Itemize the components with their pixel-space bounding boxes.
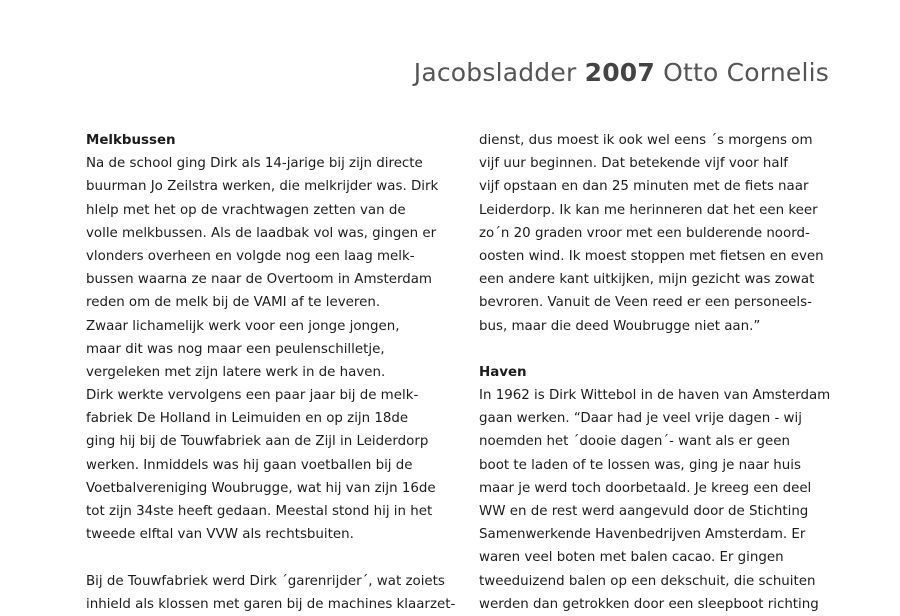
paragraph-line: Zwaar lichamelijk werk voor een jonge jongen, [86,318,400,334]
paragraph-line: tweeduizend balen op een dekschuit, die schuiten [479,573,816,589]
paragraph-line: vlonders overheen en volgde nog een laag melk- [86,248,415,264]
section-heading-haven: Haven [479,364,527,380]
paragraph-line: noemden het ´dooie dagen´- want als er geen [479,434,790,450]
paragraph-line: bussen waarna ze naar de Overtoom in Amsterdam [86,272,432,288]
paragraph-line: vijf opstaan en dan 25 minuten met de fiets naar [479,179,809,195]
paragraph-line: fabriek De Holland in Leimuiden en op zijn 18de [86,411,409,427]
paragraph-line: gaan werken. “Daar had je veel vrije dagen - wij [479,411,802,427]
paragraph-line: Dirk werkte vervolgens een paar jaar bij de melk- [86,388,419,404]
paragraph-line: vijf uur beginnen. Dat betekende vijf voor half [479,156,789,172]
right-column [479,129,839,616]
masthead-title [414,58,829,87]
paragraph-line: Na de school ging Dirk als 14-jarige bij zijn directe [86,156,423,172]
paragraph-line: hlelp met het op de vrachtwagen zetten van de [86,202,406,218]
paragraph-line: Samenwerkende Havenbedrijven Amsterdam. Er [479,527,806,543]
masthead-suffix: Otto Cornelis [654,58,829,87]
paragraph-line: maar dit was nog maar een peulenschilletje, [86,341,385,357]
paragraph-line: WW en de rest werd aangevuld door de Stichting [479,504,809,519]
masthead-year: 2007 [584,58,655,87]
masthead-prefix: Jacobsladder [413,58,585,87]
paragraph-line: inhield als klossen met garen bij de machines klaarzet- [86,596,456,612]
paragraph-line: vergeleken met zijn latere werk in de haven. [86,364,386,380]
paragraph-line: volle melkbussen. Als de laadbak vol was, gingen er [86,225,437,241]
paragraph-line: Leiderdorp. Ik kan me herinneren dat het een keer [479,202,818,218]
paragraph-line: In 1962 is Dirk Wittebol in de haven van Amsterdam [479,388,831,404]
paragraph-line: tweede elftal van VVW als rechtsbuiten. [86,527,354,543]
paragraph-line: een andere kant uitkijken, mijn gezicht was zowat [479,272,815,288]
paragraph-line: Voetbalvereniging Woubrugge, wat hij van zijn 16de [86,480,436,496]
paragraph-line: bevroren. Vanuit de Veen reed er een personeels- [479,295,812,311]
paragraph-line: bus, maar die deed Woubrugge niet aan.” [479,318,761,334]
paragraph-line: dienst, dus moest ik ook wel eens ´s morgens om [479,133,813,148]
paragraph-line: buurman Jo Zeilstra werken, die melkrijder was. Dirk [86,179,439,195]
section-heading-melkbussen: Melkbussen [86,133,176,148]
paragraph-line: waren veel boten met balen cacao. Er gingen [479,550,784,566]
paragraph-line: ging hij bij de Touwfabriek aan de Zijl in Leiderdorp [86,434,429,450]
paragraph-line: maar je werd toch doorbetaald. Je kreeg een deel [479,480,812,496]
paragraph-line: tot zijn 34ste heeft gedaan. Meestal stond hij in het [86,504,433,519]
paragraph-break [86,546,446,569]
paragraph-line: Bij de Touwfabriek werd Dirk ´garenrijder´, wat zoiets [86,573,445,589]
left-column [86,129,456,616]
paragraph-line: werken. Inmiddels was hij gaan voetballen bij de [86,457,413,473]
paragraph-line: oosten wind. Ik moest stoppen met fietsen en even [479,248,824,264]
paragraph-break [479,338,839,361]
paragraph-line: boot te laden of te lossen was, ging je naar huis [479,457,801,473]
paragraph-line: werden dan getrokken door een sleepboot richting [479,596,819,612]
paragraph-line: reden om de melk bij de VAMI af te leveren. [86,295,381,311]
paragraph-line: zo´n 20 graden vroor met een bulderende noord- [479,225,810,241]
